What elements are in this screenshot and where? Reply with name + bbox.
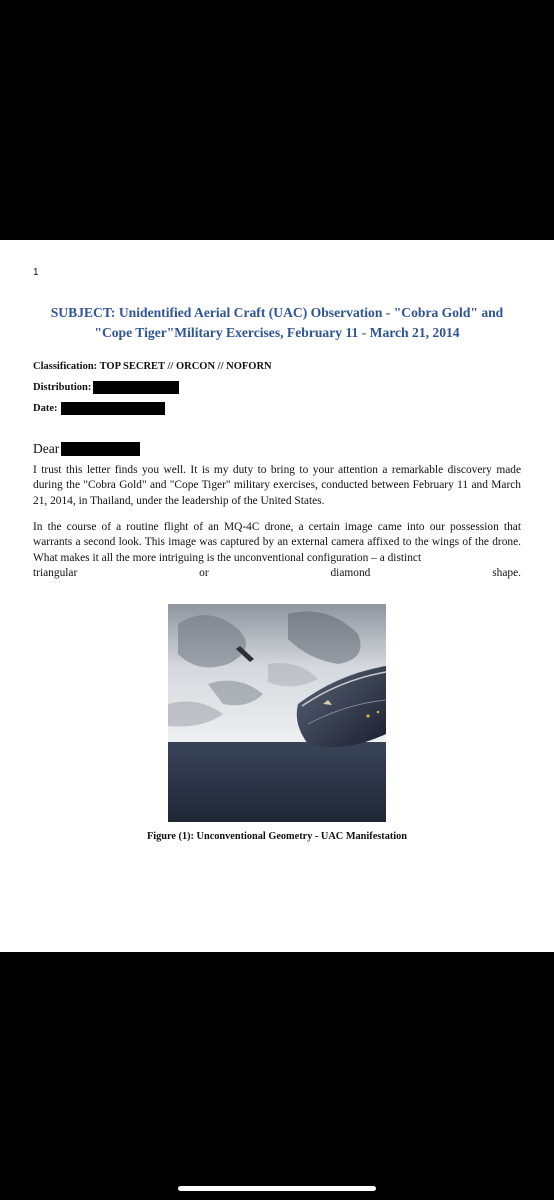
paragraph-2-lastline [33,566,521,581]
date-line [33,401,165,415]
figure-caption: Figure (1): Unconventional Geometry - UAC Manifestation [146,831,408,842]
lastline-word: shape. [492,566,521,579]
paragraph-2-body: In the course of a routine flight of an MQ-4C drone, a certain image came into our possession that warrants a second look. This image was captured by an external camera affixed to the wings of the drone. What makes it all the more intriguing is the unconventional configuration – a distinct [33,521,521,564]
figure-image [168,604,386,822]
subject-heading [24,303,530,343]
lastline-word: triangular [33,566,78,579]
classification-line [33,359,272,373]
salutation: Dear [33,441,60,456]
date-redaction [61,402,165,415]
subject-line-2: "Cope Tiger"Military Exercises, February 11 - March 21, 2014 [94,325,460,340]
distribution-label: Distribution: [33,381,92,393]
distribution-redaction [93,381,179,394]
lastline-word: diamond [330,566,371,579]
subject-line-1: SUBJECT: Unidentified Aerial Craft (UAC) Observation - "Cobra Gold" and [50,305,504,320]
distribution-line [33,380,179,394]
recipient-redaction [61,442,140,456]
classification-text: Classification: TOP SECRET // ORCON // NOFORN [33,360,272,372]
salutation-line [33,441,140,457]
paragraph-2 [33,520,521,581]
paragraph-1: I trust this letter finds you well. It is my duty to bring to your attention a remarkable discovery made during the "Cobra Gold" and "Cope Tiger" military exercises, conducted between February 11 and March 21, 2014, in Thailand, under the leadership of the United States. [33,464,521,507]
page-number: 1 [33,267,39,278]
document-page [0,240,554,952]
home-indicator[interactable] [178,1186,376,1191]
lastline-word: or [199,566,209,579]
date-label: Date: [33,402,58,414]
